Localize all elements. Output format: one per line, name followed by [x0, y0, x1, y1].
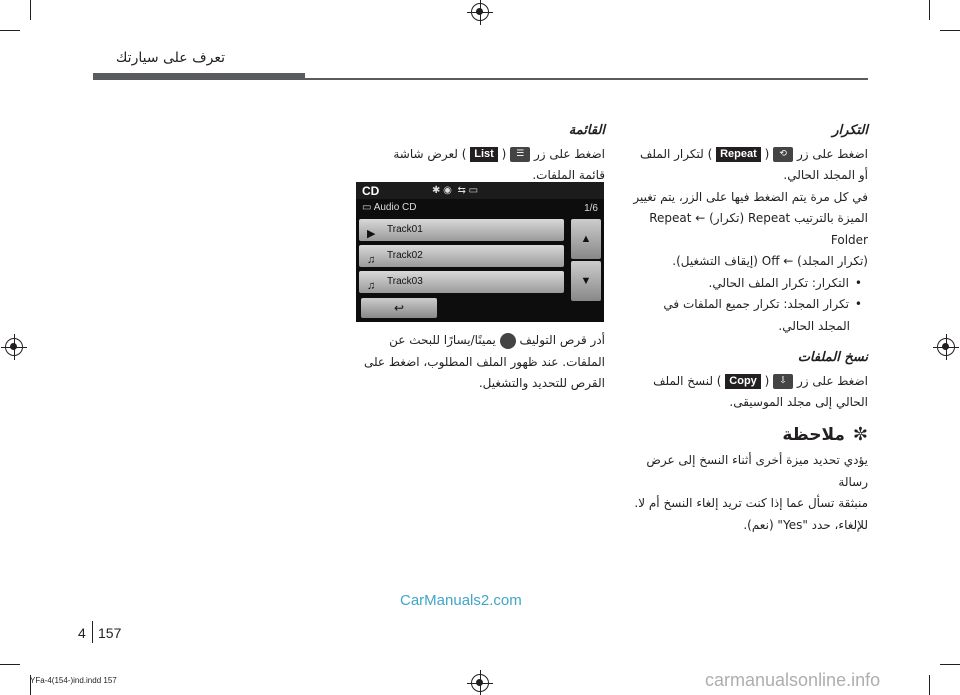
crop-mark [929, 675, 930, 695]
repeat-line5: (تكرار المجلد) ← Off (إيقاف التشغيل). [672, 254, 868, 268]
section-number: 4 [78, 625, 86, 641]
search-line3: القرص للتحديد والتشغيل. [478, 376, 605, 390]
right-column [622, 120, 868, 536]
caution-block [622, 424, 868, 537]
repeat-bullet-1: • التكرار: تكرار الملف الحالي. [622, 273, 868, 295]
registration-mark-icon [5, 338, 23, 356]
repeat-line1: اضغط على زر ⟲ ( Repeat ) لتكرار الملف [640, 146, 868, 161]
chapter-title: تعرف على سيارتك [115, 50, 225, 66]
crop-mark [940, 30, 960, 31]
tune-knob-icon [500, 333, 516, 349]
track-label: Track03 [387, 276, 423, 287]
repeat-line4: الميزة بالترتيب Repeat (تكرار) ← Repeat Folder [649, 211, 868, 247]
repeat-button-icon: ⟲ [773, 147, 793, 162]
back-icon: ↩ [361, 298, 437, 318]
repeat-heading: التكرار [832, 123, 868, 138]
list-badge: List [470, 147, 498, 162]
list-text-end: لعرض شاشة [393, 146, 458, 161]
repeat-bullet-2: • تكرار المجلد: تكرار جميع الملفات في [622, 294, 868, 316]
track-item [359, 271, 564, 293]
copy-badge: Copy [725, 374, 761, 389]
caution-heading [622, 424, 868, 447]
folder-name: Audio CD [373, 202, 417, 213]
screen-folder [362, 202, 417, 213]
repeat-bullet-2-cont: المجلد الحالي. [778, 318, 850, 333]
crop-mark [30, 0, 31, 20]
track-label: Track02 [387, 250, 423, 261]
crop-mark [0, 30, 20, 31]
track-item [359, 245, 564, 267]
header-rule [305, 78, 868, 80]
note-star-icon: ✼ [852, 423, 868, 445]
music-note-icon: ♫ [367, 254, 376, 266]
copy-text: اضغط على زر [796, 373, 868, 388]
caution-line1: يؤدي تحديد ميزة أخرى أثناء النسخ إلى عرض رسالة [646, 453, 868, 489]
footer-site-watermark: carmanualsonline.info [705, 670, 881, 690]
page-divider [92, 621, 93, 643]
music-note-icon: ♫ [367, 280, 376, 292]
list-button-icon: ☰ [510, 147, 530, 162]
folder-icon: ▭ [362, 202, 372, 213]
play-icon: ▶ [367, 228, 376, 240]
crop-mark [940, 664, 960, 665]
track-label: Track01 [387, 224, 423, 235]
left-column [355, 120, 605, 187]
screen-status-bar [356, 182, 604, 199]
list-line2: قائمة الملفات. [532, 168, 605, 182]
list-text: اضغط على زر [533, 146, 605, 161]
caution-line2: منبثقة تسأل عما إذا كنت تريد إلغاء النسخ أم لا. [634, 496, 868, 510]
copy-line1: اضغط على زر ⇩ ( Copy ) لنسخ الملف [653, 373, 868, 388]
caution-line3: للإلغاء، حدد "Yes" (نعم). [743, 517, 868, 532]
crop-mark [929, 0, 930, 20]
copy-button-icon: ⇩ [773, 374, 793, 389]
list-line1: اضغط على زر ☰ ( List ) لعرض شاشة [393, 146, 605, 161]
search-text-end: يمينًا/يسارًا للبحث عن [389, 333, 496, 347]
scroll-down-icon: ▼ [571, 261, 601, 301]
repeat-badge: Repeat [716, 147, 761, 162]
search-line1 [355, 330, 605, 352]
track-item [359, 219, 564, 241]
scroll-up-icon: ▲ [571, 219, 601, 259]
repeat-text-end: لتكرار الملف [640, 146, 704, 161]
status-icons: ✱ ◉ ⇆ ▭ [432, 185, 479, 196]
repeat-line3: في كل مرة يتم الضغط فيها على الزر، يتم تغيير [633, 189, 868, 204]
registration-mark-icon [937, 338, 955, 356]
list-heading: القائمة [568, 123, 605, 138]
search-text: أدر قرص التوليف [519, 333, 605, 347]
search-line2: الملفات. عند ظهور الملف المطلوب، اضغط على [363, 354, 605, 369]
registration-mark-icon [471, 3, 489, 21]
caution-title: ملاحظة [782, 424, 845, 445]
repeat-line2: أو المجلد الحالي. [783, 168, 868, 182]
registration-mark-icon [471, 674, 489, 692]
repeat-text: اضغط على زر [796, 146, 868, 161]
crop-mark [0, 664, 20, 665]
screen-source: CD [362, 184, 380, 198]
watermark: CarManuals2.com [400, 592, 522, 609]
header-bar [93, 73, 305, 80]
footer-file: YFa-4(154-)ind.indd 157 [30, 676, 117, 685]
copy-text-end: لنسخ الملف [653, 373, 713, 388]
copy-line2: الحالي إلى مجلد الموسيقى. [729, 395, 868, 409]
screen-page-indicator: 1/6 [584, 203, 598, 214]
page-number-value: 157 [98, 625, 122, 641]
audio-screen-image [356, 182, 604, 322]
copy-heading: نسخ الملفات [797, 350, 868, 365]
search-text-block [355, 330, 605, 395]
